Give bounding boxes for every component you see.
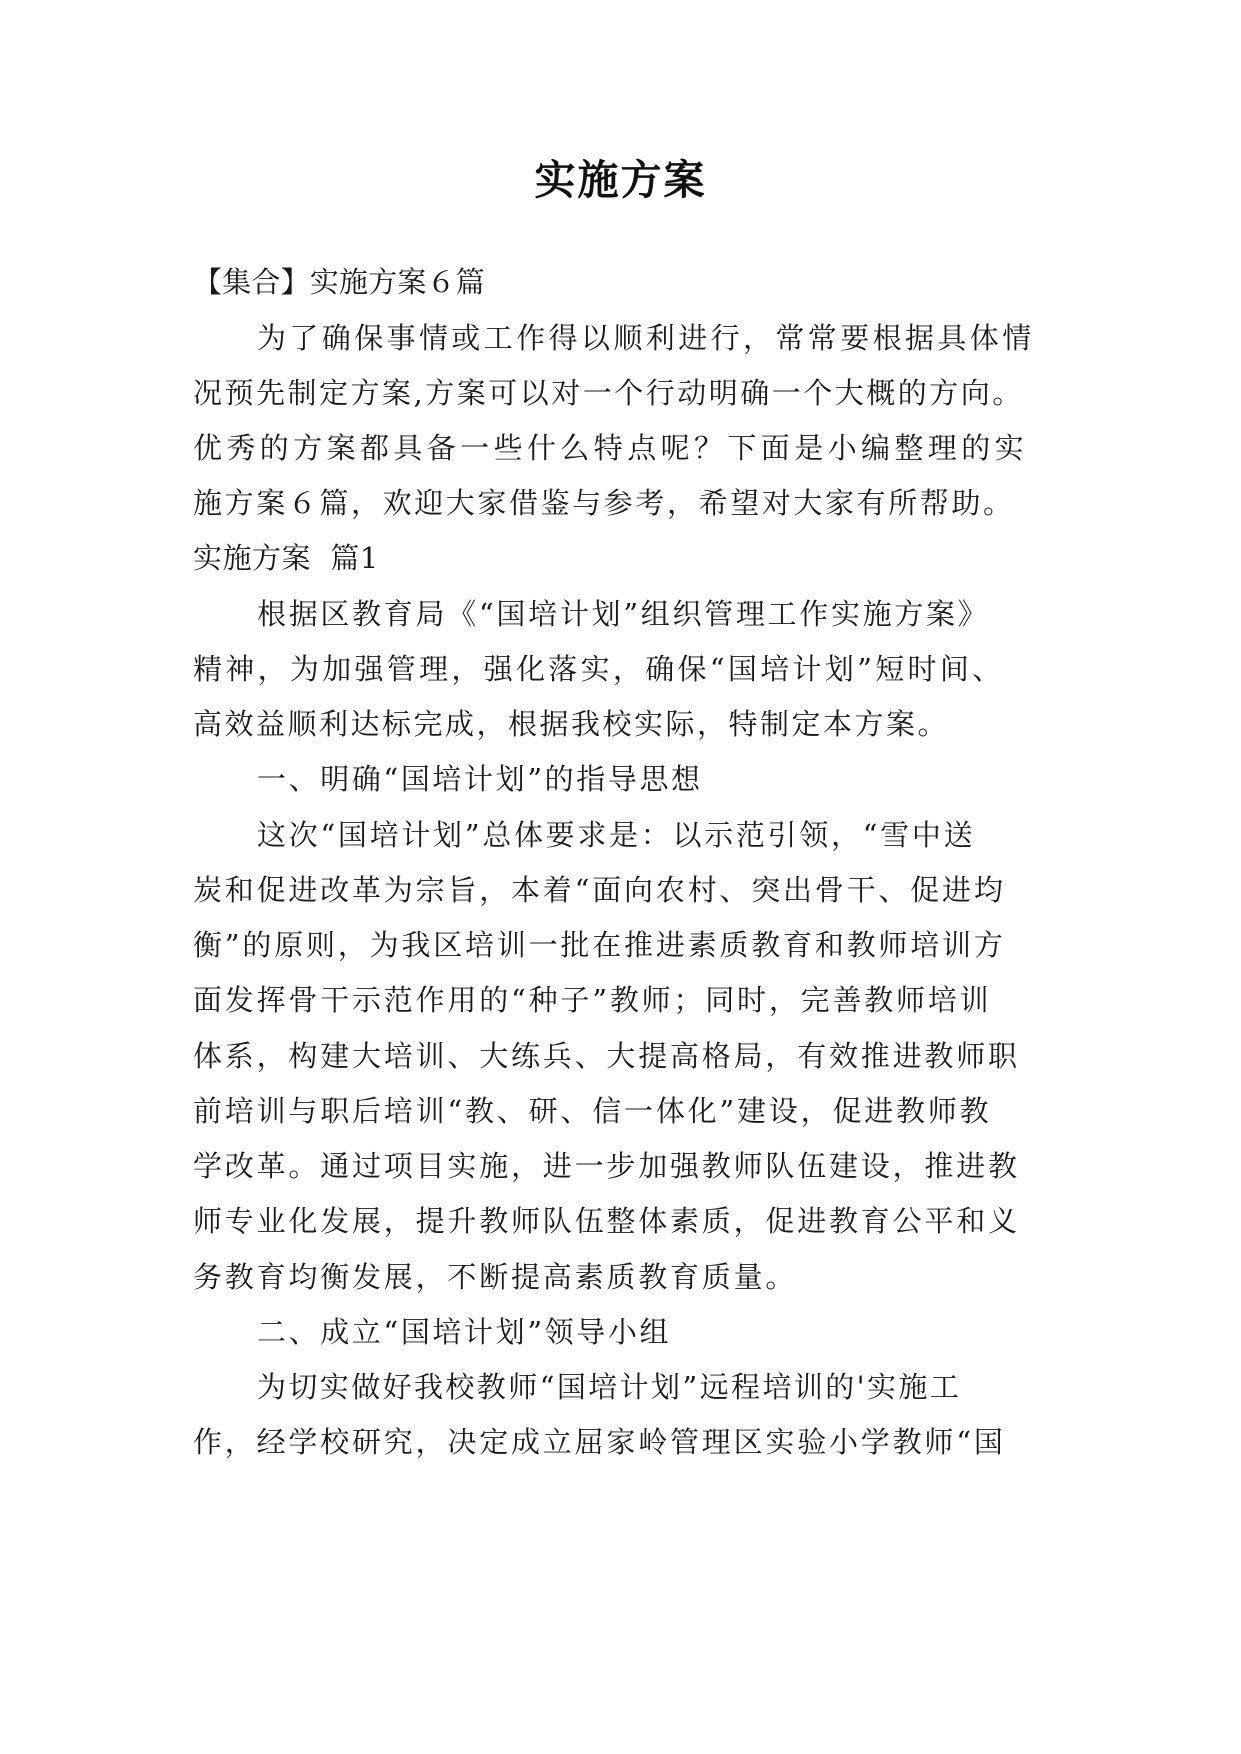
doc-line: 面发挥骨干示范作用的“种子”教师；同时，完善教师培训	[193, 983, 992, 1017]
doc-line: 这次“国培计划”总体要求是：以示范引领，“雪中送	[257, 818, 976, 852]
doc-line: 优秀的方案都具备一些什么特点呢？下面是小编整理的实	[193, 431, 1029, 465]
doc-line: 施方案６篇，欢迎大家借鉴与参考，希望对大家有所帮助。	[193, 486, 1015, 520]
doc-line: 体系，构建大培训、大练兵、大提高格局，有效推进教师职	[193, 1039, 1020, 1073]
doc-line: 一、明确“国培计划”的指导思想	[257, 762, 703, 796]
doc-line: 衡”的原则，为我区培训一批在推进素质教育和教师培训方	[193, 928, 1006, 962]
doc-line: 【集合】实施方案６篇	[193, 265, 486, 299]
doc-line: 作，经学校研究，决定成立屈家岭管理区实验小学教师“国	[193, 1425, 1006, 1459]
doc-line: 师专业化发展，提升教师队伍整体素质，促进教育公平和义	[193, 1204, 1020, 1238]
doc-line: 学改革。通过项目实施，进一步加强教师队伍建设，推进教	[193, 1149, 1020, 1183]
doc-line: 为切实做好我校教师“国培计划”远程培训的'实施工	[257, 1370, 962, 1404]
doc-line: 高效益顺利达标完成，根据我校实际，特制定本方案。	[193, 707, 950, 741]
doc-line: 前培训与职后培训“教、研、信一体化”建设，促进教师教	[193, 1094, 992, 1128]
doc-line: 务教育均衡发展，不断提高素质教育质量。	[193, 1260, 798, 1294]
doc-line: 炭和促进改革为宗旨，本着“面向农村、突出骨干、促进均	[193, 873, 1006, 907]
doc-line: 精神，为加强管理，强化落实，确保“国培计划”短时间、	[193, 652, 1005, 686]
doc-line: 二、成立“国培计划”领导小组	[257, 1315, 672, 1349]
doc-line: 实施方案 篇1	[193, 541, 379, 575]
document-title: 实施方案	[534, 156, 707, 204]
doc-line: 为了确保事情或工作得以顺利进行，常常要根据具体情	[257, 321, 1035, 355]
doc-line: 根据区教育局《“国培计划”组织管理工作实施方案》	[257, 597, 990, 631]
doc-line: 况预先制定方案,方案可以对一个行动明确一个大概的方向。	[193, 376, 1024, 410]
